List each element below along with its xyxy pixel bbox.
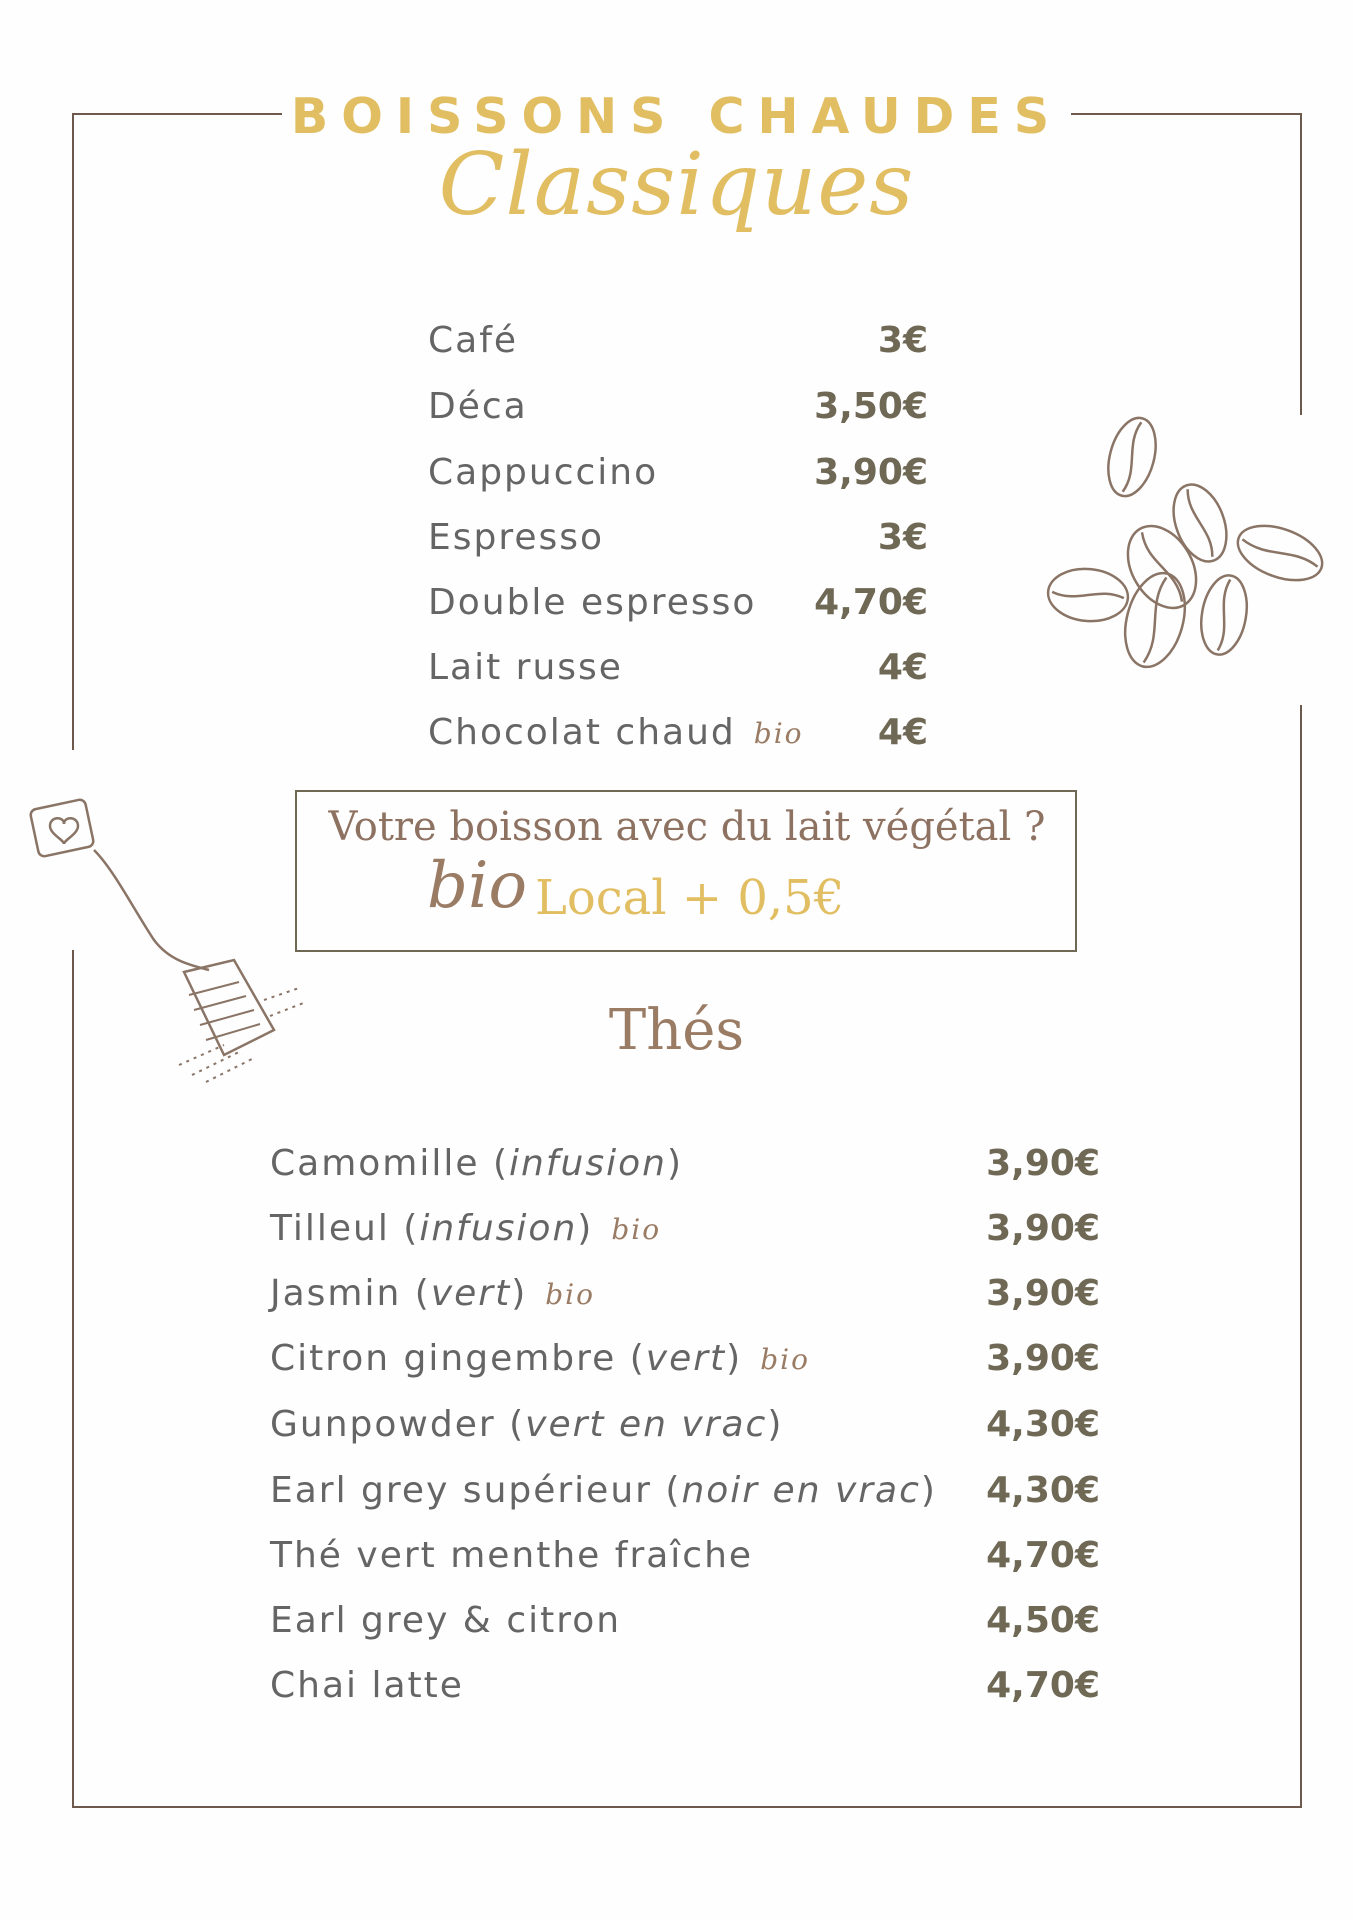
menu-item <box>428 640 928 696</box>
item-price: 4,30€ <box>986 1404 1100 1445</box>
frame-right-lower <box>1300 705 1302 1808</box>
tea-bag-icon <box>24 790 314 1100</box>
item-name: Lait russe <box>428 647 623 688</box>
item-note: vert <box>645 1338 727 1379</box>
item-price: 4,30€ <box>986 1470 1100 1511</box>
item-price: 3€ <box>877 320 928 361</box>
item-name-text: Camomille <box>270 1143 480 1184</box>
item-price: 3€ <box>877 517 928 558</box>
item-price: 4,50€ <box>986 1600 1100 1641</box>
menu-item <box>270 1593 1100 1649</box>
menu-item <box>270 1397 1100 1453</box>
menu-item <box>270 1136 1100 1192</box>
item-price: 4€ <box>877 647 928 688</box>
item-note: vert en vrac <box>525 1404 768 1445</box>
menu-item <box>428 313 928 369</box>
item-name-text: Jasmin <box>270 1273 402 1314</box>
item-name: Thé vert menthe fraîche <box>270 1535 754 1576</box>
item-name: Chai latte <box>270 1665 464 1706</box>
frame-bottom <box>72 1806 1302 1808</box>
item-note: infusion <box>509 1143 667 1184</box>
local-supplement: Local + 0,5€ <box>535 870 845 926</box>
menu-item <box>270 1463 1100 1519</box>
bio-label: bio <box>611 1213 662 1246</box>
vegetal-milk-box <box>295 790 1077 952</box>
item-name: Citron gingembre (vert) bio <box>270 1338 810 1379</box>
vegetal-milk-question: Votre boisson avec du lait végétal ? <box>328 804 1046 850</box>
item-name: Earl grey & citron <box>270 1600 622 1641</box>
item-price: 4,70€ <box>986 1535 1100 1576</box>
item-price: 4,70€ <box>986 1665 1100 1706</box>
item-price: 3,90€ <box>986 1338 1100 1379</box>
thes-section-title: Thés <box>608 998 745 1063</box>
item-name: Jasmin (vert) bio <box>270 1273 595 1314</box>
item-name: Gunpowder (vert en vrac) <box>270 1404 784 1445</box>
item-name-text: Tilleul <box>270 1208 390 1249</box>
item-name: Earl grey supérieur (noir en vrac) <box>270 1470 937 1511</box>
menu-item <box>428 445 928 501</box>
item-name-text: Earl grey supérieur <box>270 1470 652 1511</box>
bio-label: bio <box>760 1343 810 1376</box>
item-name-text: Gunpowder <box>270 1404 496 1445</box>
menu-item <box>270 1331 1100 1387</box>
item-name: Tilleul (infusion) bio <box>270 1208 662 1249</box>
item-note: vert <box>430 1273 512 1314</box>
menu-item <box>428 379 928 435</box>
bio-label: bio <box>545 1278 595 1311</box>
coffee-beans-icon <box>1040 405 1340 695</box>
section-subtitle: Classiques <box>438 135 915 235</box>
menu-item <box>270 1266 1100 1322</box>
bio-label: bio <box>427 849 527 923</box>
page-title: BOISSONS CHAUDES <box>290 88 1063 145</box>
item-price: 3,90€ <box>986 1208 1100 1249</box>
item-price: 3,50€ <box>814 386 928 427</box>
menu-item <box>270 1658 1100 1714</box>
item-note: infusion <box>419 1208 578 1249</box>
item-price: 3,90€ <box>986 1273 1100 1314</box>
item-price: 3,90€ <box>814 452 928 493</box>
item-note: noir en vrac <box>681 1470 921 1511</box>
item-name: Camomille (infusion) <box>270 1143 683 1184</box>
menu-item <box>428 575 928 631</box>
item-name-text: Chocolat chaud <box>428 712 736 753</box>
item-price: 4€ <box>877 712 928 753</box>
item-name: Double espresso <box>428 582 757 623</box>
menu-item <box>270 1201 1100 1257</box>
item-name <box>428 705 804 761</box>
item-name-text: Citron gingembre <box>270 1338 617 1379</box>
menu-item <box>428 705 928 761</box>
item-price: 4,70€ <box>814 582 928 623</box>
item-price: 3,90€ <box>986 1143 1100 1184</box>
menu-item <box>428 510 928 566</box>
item-name: Cappuccino <box>428 452 659 493</box>
item-name: Déca <box>428 386 528 427</box>
item-name: Café <box>428 320 519 361</box>
item-name: Espresso <box>428 517 605 558</box>
menu-item <box>270 1528 1100 1584</box>
bio-label: bio <box>753 717 804 750</box>
